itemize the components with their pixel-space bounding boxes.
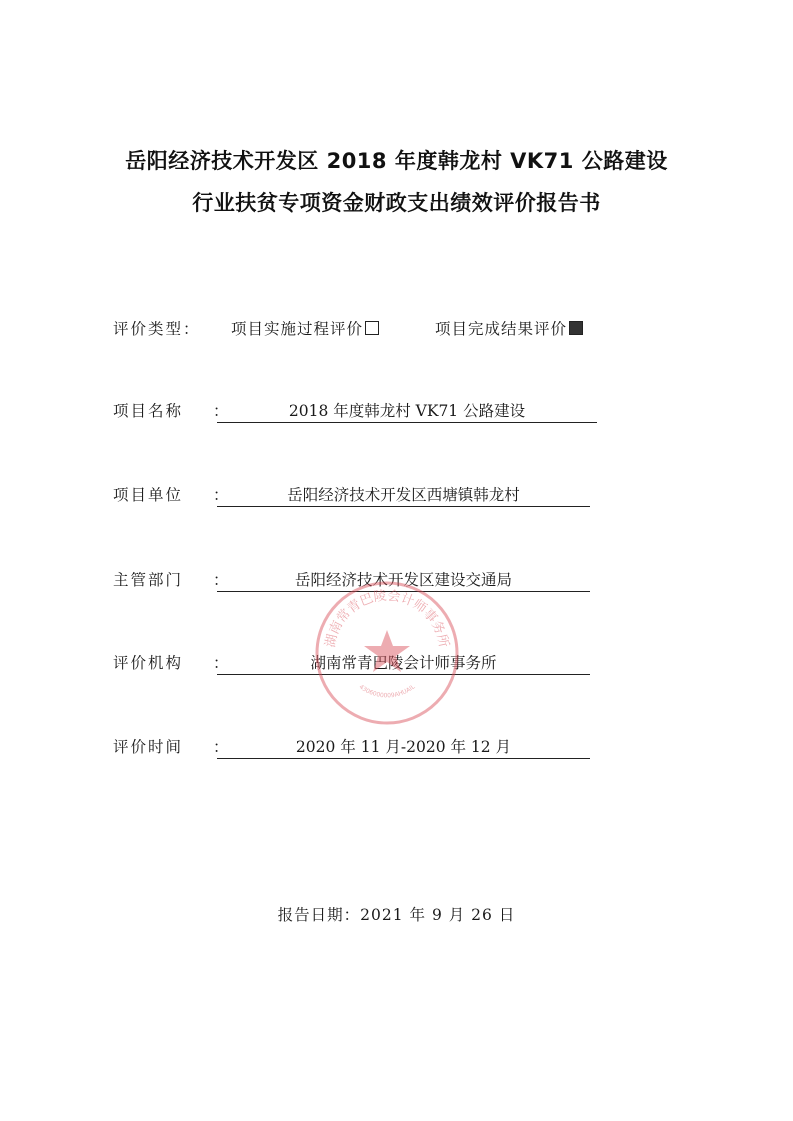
- field-value-project-name: 2018 年度韩龙村 VK71 公路建设: [217, 399, 597, 423]
- seal-text-top: 湖南常青巴陵会计师事务所: [323, 588, 451, 649]
- field-label-project-name: 项目名称: [113, 402, 184, 420]
- field-colon: ：: [213, 738, 229, 756]
- field-colon: ：: [213, 402, 229, 420]
- official-seal-stamp: [312, 578, 462, 728]
- report-title-line1: 岳阳经济技术开发区 2018 年度韩龙村 VK71 公路建设: [125, 149, 668, 173]
- result-evaluation-checkbox[interactable]: [569, 321, 583, 335]
- field-row-evaluation-time: [113, 735, 227, 757]
- process-evaluation-label: 项目实施过程评价: [231, 320, 364, 338]
- field-label-department: 主管部门: [113, 571, 184, 589]
- field-label-evaluation-agency: 评价机构: [113, 654, 184, 672]
- field-colon: ：: [213, 571, 229, 589]
- result-evaluation-option[interactable]: [435, 317, 583, 339]
- field-value-evaluation-time: 2020 年 11 月-2020 年 12 月: [217, 735, 590, 759]
- field-row-project-name: [113, 399, 227, 421]
- process-evaluation-checkbox[interactable]: [365, 321, 379, 335]
- evaluation-type-row: [113, 317, 568, 339]
- evaluation-type-label: 评价类型：: [113, 320, 201, 338]
- field-colon: ：: [213, 486, 229, 504]
- svg-text:4306000009AHUAIL: [358, 683, 417, 699]
- field-label-project-unit: 项目单位: [113, 486, 184, 504]
- field-value-project-unit: 岳阳经济技术开发区西塘镇韩龙村: [217, 483, 590, 507]
- field-row-project-unit: [113, 483, 227, 505]
- report-date: 报告日期：2021 年 9 月 26 日: [277, 906, 516, 924]
- field-row-evaluation-agency: [113, 651, 227, 673]
- field-label-evaluation-time: 评价时间: [113, 738, 184, 756]
- process-evaluation-option[interactable]: [231, 317, 379, 339]
- field-value-department: 岳阳经济技术开发区建设交通局: [217, 568, 590, 592]
- field-value-evaluation-agency: 湖南常青巴陵会计师事务所: [217, 651, 590, 675]
- result-evaluation-label: 项目完成结果评价: [435, 320, 568, 338]
- field-row-department: [113, 568, 227, 590]
- report-title-line2: 行业扶贫专项资金财政支出绩效评价报告书: [192, 191, 601, 215]
- field-colon: ：: [213, 654, 229, 672]
- seal-text-bottom: 4306000009AHUAIL: [357, 683, 417, 700]
